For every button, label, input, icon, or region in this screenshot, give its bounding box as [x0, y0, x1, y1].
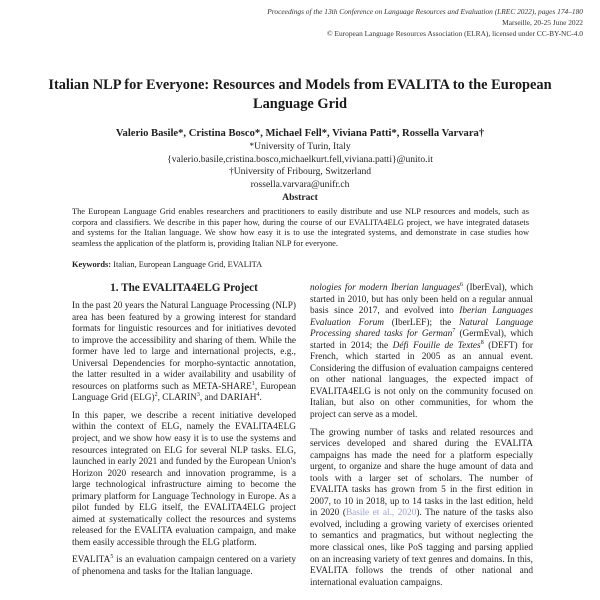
- keywords-text: Italian, European Language Grid, EVALITA: [111, 260, 263, 269]
- venue-line: Proceedings of the 13th Conference on Language Resources and Evaluation (LREC 2022), pages 174–180: [267, 7, 583, 16]
- right-paragraph-1: nologies for modern Iberian languages$^6$ (IberEval), which started in 2010, but has only been held on a regular annual basis since 2017, and evolved into Iberian Languages Evaluation Forum (IberLEF); the Natural Language Processing shared tasks for German$^7$ (GermEval), which started in 2014; the Défi Fouille de Textes$^8$ (DEFT) for French, which started in 2005 as an annual event. Considering the diffusion of evaluation campaigns centered on other national languages, the expected impact of EVALITA4ELG is not only on the community focused on Italian, but also on other communities, for whom the project can serve as a model.: [310, 281, 534, 421]
- footnote-marker: 8: [480, 339, 484, 346]
- place-date-line: Marseille, 20-25 June 2022: [502, 18, 583, 27]
- email-fribourg: rossella.varvara@unifr.ch: [250, 178, 350, 190]
- affiliation-turin: *University of Turin, Italy: [249, 141, 351, 152]
- keywords-label: Keywords:: [72, 260, 112, 269]
- section-heading: 1. The EVALITA4ELG Project: [110, 282, 258, 294]
- right-paragraph-2: The growing number of tasks and related resources and services developed and shared during the EVALITA campaigns has made the need for a platform especially urgent, to organize and share the huge amount of data and tools with a larger set of scholars. The number of EVALITA tasks has grown from 5 in the first edition in 2007, to 10 in 2018, up to 14 tasks in the last edition, held in 2020 (Basile et al., 2020). The nature of the tasks also evolved, including a growing variety of exercises oriented to semantics and pragmatics, but without neglecting the more classical ones, like PoS tagging and parsing applied on an increasing variety of text genres and domains. In this, EVALITA follows the trends of other national and international evaluation campaigns.: [310, 427, 533, 588]
- left-paragraph-1: In the past 20 years the Natural Language Processing (NLP) area has been featured by a growing interest for standard formats for linguistic resources and for initiatives devoted to improve the accessibility and sharing of them. While the former have led to large and international projects, e.g., Universal Dependencies for morpho-syntactic annotation, the latter resulted in a wider availability and usability of resources on platforms such as META-SHARE$^1$, European Language Grid (ELG)$^2$, CLARIN$^3$, and DARIAH$^4$.: [72, 301, 296, 404]
- right-column: [310, 283, 533, 595]
- abstract-heading: Abstract: [282, 192, 318, 203]
- paper-title: Italian NLP for Everyone: Resources and Models from EVALITA to the European Language Grid: [48, 77, 552, 112]
- footnote-marker: 2: [154, 392, 158, 399]
- author-block: [40, 127, 560, 191]
- keywords-line: [72, 260, 532, 269]
- footnote-marker: 3: [196, 392, 200, 399]
- left-column: [72, 301, 296, 585]
- footnote-marker: 5: [110, 554, 114, 561]
- author-names: Valerio Basile*, Cristina Bosco*, Michael Fell*, Viviana Patti*, Rossella Varvara†: [115, 128, 485, 139]
- abstract-text: The European Language Grid enables researchers and practitioners to easily distribute and use NLP resources and models, such as corpora and classifiers. We describe in this paper how, during the course of our EVALITA4ELG project, we have integrated datasets and systems for the Italian language. We show how easy it is to use the integrated systems, and demonstrate in case studies how seamless the application of the platform is, providing Italian NLP for everyone.: [72, 207, 529, 248]
- affiliation-fribourg: †University of Fribourg, Switzerland: [228, 166, 372, 178]
- email-turin: {valerio.basile,cristina.bosco,michaelkurt.fell,viviana.patti}@unito.it: [167, 153, 433, 165]
- left-paragraph-2: In this paper, we describe a recent initiative developed within the context of ELG, namely the EVALITA4ELG project, and we show how easy it is to use the systems and resources integrated on ELG for several NLP tasks. ELG, launched in early 2021 and funded by the European Union's Horizon 2020 research and innovation programme, is a large technological infrastructure aiming to become the primary platform for Language Technology in Europe. As a pilot funded by ELG itself, the EVALITA4ELG project aimed at systematically collect the resources and systems released for the EVALITA evaluation campaign, and make them easily accessible through the ELG platform.: [72, 410, 296, 548]
- footnote-marker: 7: [452, 328, 456, 335]
- citation-link[interactable]: Basile et al., 2020: [345, 508, 417, 519]
- proceedings-header: [203, 6, 583, 39]
- left-paragraph-3: EVALITA$^5$ is an evaluation campaign centered on a variety of phenomena and tasks for the Italian language.: [72, 554, 296, 578]
- license-line: © European Language Resources Association (ELRA), licensed under CC-BY-NC-4.0: [326, 29, 583, 38]
- footnote-marker: 4: [256, 392, 260, 399]
- footnote-marker: 1: [251, 380, 255, 387]
- footnote-marker: 6: [459, 281, 463, 288]
